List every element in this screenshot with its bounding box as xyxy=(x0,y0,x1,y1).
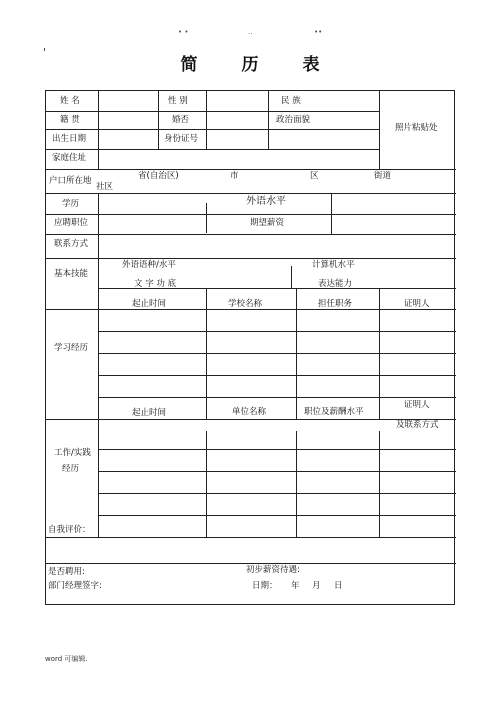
col-line xyxy=(158,91,159,149)
label-birth-date: 出生日期 xyxy=(52,134,87,144)
row-line xyxy=(46,129,379,130)
col-line xyxy=(98,193,99,537)
label-foreign-level: 外语水平 xyxy=(246,196,286,207)
header-witness2: 证明人 xyxy=(404,400,430,410)
col-line xyxy=(206,288,207,419)
col-line xyxy=(291,266,292,288)
label-writing: 文 字 功 底 xyxy=(134,279,177,289)
row-line xyxy=(98,397,456,398)
label-contact: 联系方式 xyxy=(54,239,89,249)
label-expression: 表达能力 xyxy=(318,279,353,289)
label-year: 年 xyxy=(291,581,300,591)
col-line xyxy=(379,431,380,537)
page-title xyxy=(0,50,500,75)
label-self-eval: 自我评价： xyxy=(48,525,91,535)
label-study-history: 学习经历 xyxy=(54,343,89,353)
label-work-history: 工作/实践 xyxy=(54,448,91,458)
col-line xyxy=(296,288,297,419)
col-line xyxy=(331,193,332,234)
header-work-period: 起止时间 xyxy=(132,408,167,418)
footer-note: word 可编辑. xyxy=(45,655,88,663)
label-work-history-2: 经历 xyxy=(62,464,80,474)
header-dots-right: •• xyxy=(314,28,323,36)
resume-form xyxy=(45,90,455,605)
row-line xyxy=(46,111,379,112)
label-native-place: 籍 贯 xyxy=(60,115,80,125)
label-ethnicity: 民 族 xyxy=(281,96,301,106)
col-line xyxy=(296,431,297,537)
row-line xyxy=(98,471,456,472)
label-political: 政治面貌 xyxy=(276,115,311,125)
label-city: 市 xyxy=(230,171,239,181)
label-id-number: 身份证号 xyxy=(164,134,199,144)
label-district: 区 xyxy=(310,171,319,181)
col-line xyxy=(206,91,207,149)
label-photo: 照片粘贴处 xyxy=(395,123,438,133)
row-line xyxy=(46,537,456,538)
header-witness: 证明人 xyxy=(404,299,430,309)
col-line xyxy=(206,431,207,537)
row-line xyxy=(98,515,456,516)
col-line xyxy=(206,203,207,233)
label-foreign-lang: 外语语种/水平 xyxy=(122,260,176,270)
row-line xyxy=(46,419,456,420)
row-line xyxy=(46,563,456,564)
col-line xyxy=(268,91,269,149)
label-hired: 是否聘用: xyxy=(48,567,85,577)
label-expected-salary: 期望薪资 xyxy=(250,218,285,228)
row-line xyxy=(46,169,456,170)
row-line xyxy=(46,193,456,194)
label-community: 社区 xyxy=(96,182,114,192)
row-line xyxy=(98,449,456,450)
label-initial-salary: 初步薪资待遇: xyxy=(246,565,300,575)
header-witness-contact: 及联系方式 xyxy=(396,420,439,430)
col-line xyxy=(379,91,380,169)
row-line xyxy=(46,309,456,310)
label-gender: 性 别 xyxy=(168,96,188,106)
label-position: 应聘职位 xyxy=(54,218,89,228)
label-home-address: 家庭住址 xyxy=(52,153,87,163)
row-line xyxy=(98,331,456,332)
header-dots-left: • • xyxy=(178,28,189,36)
label-date: 日期： xyxy=(252,581,278,591)
col-line xyxy=(379,288,380,419)
label-marital: 婚否 xyxy=(172,115,190,125)
label-day: 日 xyxy=(334,581,343,591)
title-char: 历 xyxy=(241,55,281,75)
label-manager-sign: 部门经理签字: xyxy=(48,581,102,591)
header-duty: 担任职务 xyxy=(318,299,353,309)
label-month: 月 xyxy=(312,581,321,591)
label-street: 街道 xyxy=(374,171,392,181)
row-line xyxy=(46,258,456,259)
label-hukou: 户口所在地 xyxy=(49,176,92,186)
label-education: 学历 xyxy=(62,199,80,209)
title-char: 简 xyxy=(180,55,220,75)
row-line xyxy=(98,353,456,354)
row-line xyxy=(98,493,456,494)
title-char: 表 xyxy=(302,55,342,75)
col-line xyxy=(98,91,99,169)
label-skills: 基本技能 xyxy=(54,269,89,279)
header-post-salary: 职位及薪酬水平 xyxy=(304,407,364,417)
header-dots-mid: .. xyxy=(248,28,253,36)
header-school: 学校名称 xyxy=(228,299,263,309)
row-line xyxy=(46,214,456,215)
header-employer: 单位名称 xyxy=(232,407,267,417)
row-line xyxy=(98,375,456,376)
label-name: 姓 名 xyxy=(60,96,80,106)
label-province: 省(自治区) xyxy=(138,171,179,181)
row-line xyxy=(46,234,456,235)
label-computer: 计算机水平 xyxy=(312,260,355,270)
row-line xyxy=(46,149,379,150)
header-study-period: 起止时间 xyxy=(132,299,167,309)
